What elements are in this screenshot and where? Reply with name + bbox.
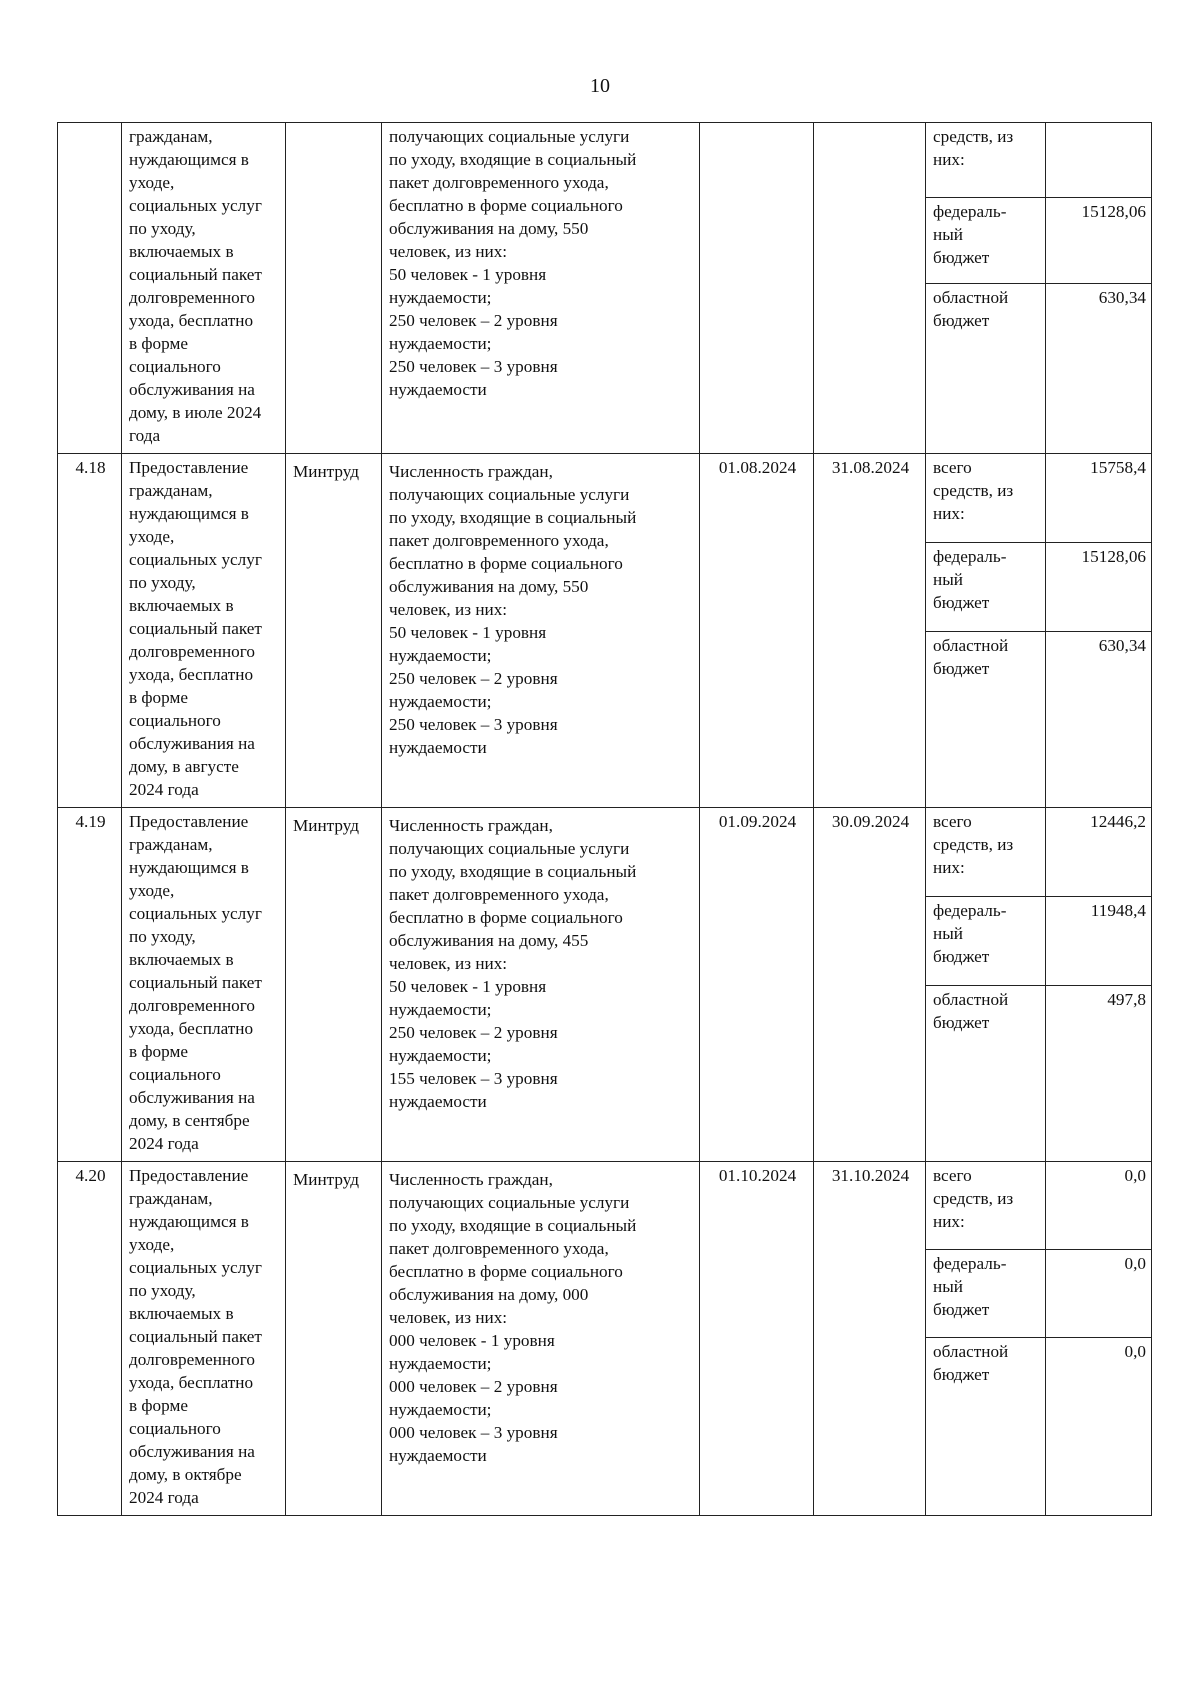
text-line: всего bbox=[933, 458, 972, 477]
text-line: пакет долговременного ухода, bbox=[389, 1239, 609, 1258]
item-number: 4.19 bbox=[58, 808, 122, 1162]
text-line: бюджет bbox=[933, 659, 990, 679]
text-line: по уходу, bbox=[129, 927, 196, 946]
text-line: бюджет bbox=[933, 311, 990, 331]
text-line: бюджет bbox=[933, 1013, 990, 1033]
text-line: нуждающимся в bbox=[129, 1212, 249, 1231]
start-date: 01.09.2024 bbox=[700, 808, 814, 1162]
text-line: социального bbox=[129, 1419, 221, 1438]
executor bbox=[286, 123, 382, 454]
text-line: дому, в августе bbox=[129, 757, 239, 776]
finance-category bbox=[926, 1249, 1046, 1337]
executor: Минтруд bbox=[286, 808, 382, 1162]
text-line: человек, из них: bbox=[389, 954, 508, 973]
text-line: по уходу, bbox=[129, 1281, 196, 1300]
text-line: бесплатно в форме социального bbox=[389, 908, 623, 927]
measure-name bbox=[122, 454, 286, 808]
text-line: нуждаемости; bbox=[389, 1354, 492, 1373]
text-line: включаемых в bbox=[129, 596, 234, 615]
item-number: 4.20 bbox=[58, 1162, 122, 1516]
text-line: Численность граждан, bbox=[389, 816, 553, 835]
text-line: долговременного bbox=[129, 642, 255, 661]
text-line: социальных услуг bbox=[129, 1258, 262, 1277]
text-line: уходе, bbox=[129, 527, 175, 546]
text-line: социальный пакет bbox=[129, 1327, 262, 1346]
text-line: нуждаемости; bbox=[389, 646, 492, 665]
text-line: в форме bbox=[129, 1042, 188, 1061]
text-line: по уходу, bbox=[129, 573, 196, 592]
text-line: федераль- bbox=[933, 901, 1007, 921]
text-line: нуждаемости bbox=[389, 380, 487, 399]
indicator bbox=[382, 123, 700, 454]
end-date: 30.09.2024 bbox=[814, 808, 926, 1162]
finance-category bbox=[926, 284, 1046, 454]
text-line: пакет долговременного ухода, bbox=[389, 531, 609, 550]
text-line: областной bbox=[933, 288, 1009, 308]
text-line: обслуживания на bbox=[129, 380, 255, 399]
table-row bbox=[58, 1162, 1152, 1250]
finance-category bbox=[926, 808, 1046, 897]
text-line: долговременного bbox=[129, 996, 255, 1015]
text-line: социального bbox=[129, 1065, 221, 1084]
text-line: нуждаемости; bbox=[389, 334, 492, 353]
text-line: ный bbox=[933, 1276, 963, 1296]
finance-amount: 0,0 bbox=[1046, 1337, 1152, 1515]
text-line: ухода, бесплатно bbox=[129, 1373, 254, 1392]
text-line: нуждаемости; bbox=[389, 1046, 492, 1065]
text-line: 250 человек – 2 уровня bbox=[389, 669, 558, 688]
text-line: средств, из bbox=[933, 835, 1014, 854]
text-line: ухода, бесплатно bbox=[129, 665, 254, 684]
text-line: Численность граждан, bbox=[389, 462, 553, 481]
text-line: ный bbox=[933, 224, 963, 244]
text-line: бюджет bbox=[933, 1299, 990, 1319]
end-date bbox=[814, 123, 926, 454]
text-line: средств, из bbox=[933, 1189, 1014, 1208]
text-line: долговременного bbox=[129, 1350, 255, 1369]
text-line: всего bbox=[933, 812, 972, 831]
text-line: социальных услуг bbox=[129, 196, 262, 215]
text-line: нуждающимся в bbox=[129, 150, 249, 169]
finance-category bbox=[926, 1162, 1046, 1250]
text-line: в форме bbox=[129, 334, 188, 353]
text-line: гражданам, bbox=[129, 1189, 213, 1208]
text-line: социального bbox=[129, 357, 221, 376]
text-line: социального bbox=[129, 711, 221, 730]
end-date: 31.10.2024 bbox=[814, 1162, 926, 1516]
finance-amount: 497,8 bbox=[1046, 986, 1152, 1162]
finance-amount: 15128,06 bbox=[1046, 197, 1152, 284]
text-line: областной bbox=[933, 636, 1009, 656]
text-line: бесплатно в форме социального bbox=[389, 1262, 623, 1281]
text-line: 000 человек – 2 уровня bbox=[389, 1377, 558, 1396]
finance-category bbox=[926, 123, 1046, 198]
text-line: 250 человек – 3 уровня bbox=[389, 357, 558, 376]
text-line: человек, из них: bbox=[389, 1308, 508, 1327]
measure-name bbox=[122, 808, 286, 1162]
text-line: бюджет bbox=[933, 947, 990, 967]
table-row bbox=[58, 808, 1152, 897]
text-line: них: bbox=[933, 504, 965, 523]
text-line: долговременного bbox=[129, 288, 255, 307]
text-line: гражданам, bbox=[129, 127, 213, 146]
text-line: по уходу, входящие в социальный bbox=[389, 862, 637, 881]
text-line: в форме bbox=[129, 1396, 188, 1415]
measure-name bbox=[122, 123, 286, 454]
text-line: бюджет bbox=[933, 593, 990, 613]
finance-amount: 0,0 bbox=[1046, 1249, 1152, 1337]
text-line: гражданам, bbox=[129, 481, 213, 500]
text-line: дому, в октябре bbox=[129, 1465, 242, 1484]
text-line: нуждаемости; bbox=[389, 288, 492, 307]
text-line: ный bbox=[933, 570, 963, 590]
text-line: нуждаемости bbox=[389, 1092, 487, 1111]
text-line: по уходу, bbox=[129, 219, 196, 238]
text-line: бесплатно в форме социального bbox=[389, 196, 623, 215]
text-line: социальных услуг bbox=[129, 550, 262, 569]
text-line: 2024 года bbox=[129, 1134, 199, 1153]
text-line: 2024 года bbox=[129, 1488, 199, 1507]
text-line: Предоставление bbox=[129, 458, 249, 477]
finance-category bbox=[926, 197, 1046, 284]
text-line: 000 человек – 3 уровня bbox=[389, 1423, 558, 1442]
text-line: 50 человек - 1 уровня bbox=[389, 623, 547, 642]
text-line: социальный пакет bbox=[129, 265, 262, 284]
text-line: средств, из bbox=[933, 481, 1014, 500]
executor: Минтруд bbox=[286, 1162, 382, 1516]
text-line: нуждаемости; bbox=[389, 1400, 492, 1419]
text-line: обслуживания на bbox=[129, 1088, 255, 1107]
text-line: года bbox=[129, 426, 161, 445]
text-line: обслуживания на bbox=[129, 1442, 255, 1461]
text-line: уходе, bbox=[129, 1235, 175, 1254]
finance-category bbox=[926, 897, 1046, 986]
text-line: включаемых в bbox=[129, 242, 234, 261]
text-line: получающих социальные услуги bbox=[389, 127, 630, 146]
text-line: 250 человек – 2 уровня bbox=[389, 311, 558, 330]
text-line: нуждающимся в bbox=[129, 858, 249, 877]
text-line: Предоставление bbox=[129, 1166, 249, 1185]
text-line: по уходу, входящие в социальный bbox=[389, 150, 637, 169]
text-line: в форме bbox=[129, 688, 188, 707]
text-line: дому, в сентябре bbox=[129, 1111, 250, 1130]
text-line: нуждаемости bbox=[389, 738, 487, 757]
executor: Минтруд bbox=[286, 454, 382, 808]
table-body bbox=[58, 123, 1152, 1516]
text-line: них: bbox=[933, 858, 965, 877]
text-line: по уходу, входящие в социальный bbox=[389, 508, 637, 527]
text-line: областной bbox=[933, 990, 1009, 1010]
text-line: социальных услуг bbox=[129, 904, 262, 923]
finance-amount: 12446,2 bbox=[1046, 808, 1152, 897]
text-line: Предоставление bbox=[129, 812, 249, 831]
text-line: ный bbox=[933, 924, 963, 944]
text-line: обслуживания на дому, 550 bbox=[389, 219, 589, 238]
text-line: пакет долговременного ухода, bbox=[389, 885, 609, 904]
text-line: Численность граждан, bbox=[389, 1170, 553, 1189]
text-line: человек, из них: bbox=[389, 242, 508, 261]
item-number: 4.18 bbox=[58, 454, 122, 808]
text-line: пакет долговременного ухода, bbox=[389, 173, 609, 192]
text-line: средств, из bbox=[933, 127, 1014, 146]
text-line: бюджет bbox=[933, 247, 990, 267]
text-line: бюджет bbox=[933, 1364, 990, 1384]
text-line: включаемых в bbox=[129, 1304, 234, 1323]
text-line: обслуживания на дому, 000 bbox=[389, 1285, 589, 1304]
text-line: включаемых в bbox=[129, 950, 234, 969]
finance-amount: 0,0 bbox=[1046, 1162, 1152, 1250]
indicator bbox=[382, 454, 700, 808]
text-line: областной bbox=[933, 1341, 1009, 1361]
text-line: 000 человек - 1 уровня bbox=[389, 1331, 555, 1350]
finance-category bbox=[926, 454, 1046, 543]
text-line: нуждаемости bbox=[389, 1446, 487, 1465]
text-line: обслуживания на дому, 455 bbox=[389, 931, 589, 950]
text-line: социальный пакет bbox=[129, 973, 262, 992]
text-line: федераль- bbox=[933, 547, 1007, 567]
text-line: бесплатно в форме социального bbox=[389, 554, 623, 573]
item-number bbox=[58, 123, 122, 454]
measure-name bbox=[122, 1162, 286, 1516]
text-line: нуждаемости; bbox=[389, 692, 492, 711]
text-line: ухода, бесплатно bbox=[129, 311, 254, 330]
text-line: человек, из них: bbox=[389, 600, 508, 619]
start-date: 01.10.2024 bbox=[700, 1162, 814, 1516]
indicator bbox=[382, 808, 700, 1162]
end-date: 31.08.2024 bbox=[814, 454, 926, 808]
text-line: гражданам, bbox=[129, 835, 213, 854]
finance-amount bbox=[1046, 123, 1152, 198]
text-line: получающих социальные услуги bbox=[389, 1193, 630, 1212]
finance-amount: 11948,4 bbox=[1046, 897, 1152, 986]
text-line: уходе, bbox=[129, 881, 175, 900]
text-line: 2024 года bbox=[129, 780, 199, 799]
text-line: 250 человек – 2 уровня bbox=[389, 1023, 558, 1042]
text-line: обслуживания на bbox=[129, 734, 255, 753]
table-row bbox=[58, 123, 1152, 198]
text-line: 50 человек - 1 уровня bbox=[389, 265, 547, 284]
page-number: 10 bbox=[590, 75, 610, 97]
indicator bbox=[382, 1162, 700, 1516]
finance-category bbox=[926, 632, 1046, 808]
text-line: получающих социальные услуги bbox=[389, 485, 630, 504]
text-line: всего bbox=[933, 1166, 972, 1185]
text-line: них: bbox=[933, 150, 965, 169]
table-row bbox=[58, 454, 1152, 543]
start-date bbox=[700, 123, 814, 454]
finance-amount: 15128,06 bbox=[1046, 543, 1152, 632]
text-line: нуждаемости; bbox=[389, 1000, 492, 1019]
text-line: обслуживания на дому, 550 bbox=[389, 577, 589, 596]
text-line: социальный пакет bbox=[129, 619, 262, 638]
text-line: нуждающимся в bbox=[129, 504, 249, 523]
finance-amount: 15758,4 bbox=[1046, 454, 1152, 543]
finance-amount: 630,34 bbox=[1046, 284, 1152, 454]
program-table bbox=[57, 122, 1152, 1516]
text-line: федераль- bbox=[933, 1253, 1007, 1273]
text-line: уходе, bbox=[129, 173, 175, 192]
text-line: федераль- bbox=[933, 201, 1007, 221]
text-line: по уходу, входящие в социальный bbox=[389, 1216, 637, 1235]
finance-category bbox=[926, 1337, 1046, 1515]
text-line: 155 человек – 3 уровня bbox=[389, 1069, 558, 1088]
finance-amount: 630,34 bbox=[1046, 632, 1152, 808]
text-line: 250 человек – 3 уровня bbox=[389, 715, 558, 734]
start-date: 01.08.2024 bbox=[700, 454, 814, 808]
finance-category bbox=[926, 986, 1046, 1162]
text-line: 50 человек - 1 уровня bbox=[389, 977, 547, 996]
finance-category bbox=[926, 543, 1046, 632]
text-line: ухода, бесплатно bbox=[129, 1019, 254, 1038]
text-line: дому, в июле 2024 bbox=[129, 403, 262, 422]
text-line: них: bbox=[933, 1212, 965, 1231]
text-line: получающих социальные услуги bbox=[389, 839, 630, 858]
